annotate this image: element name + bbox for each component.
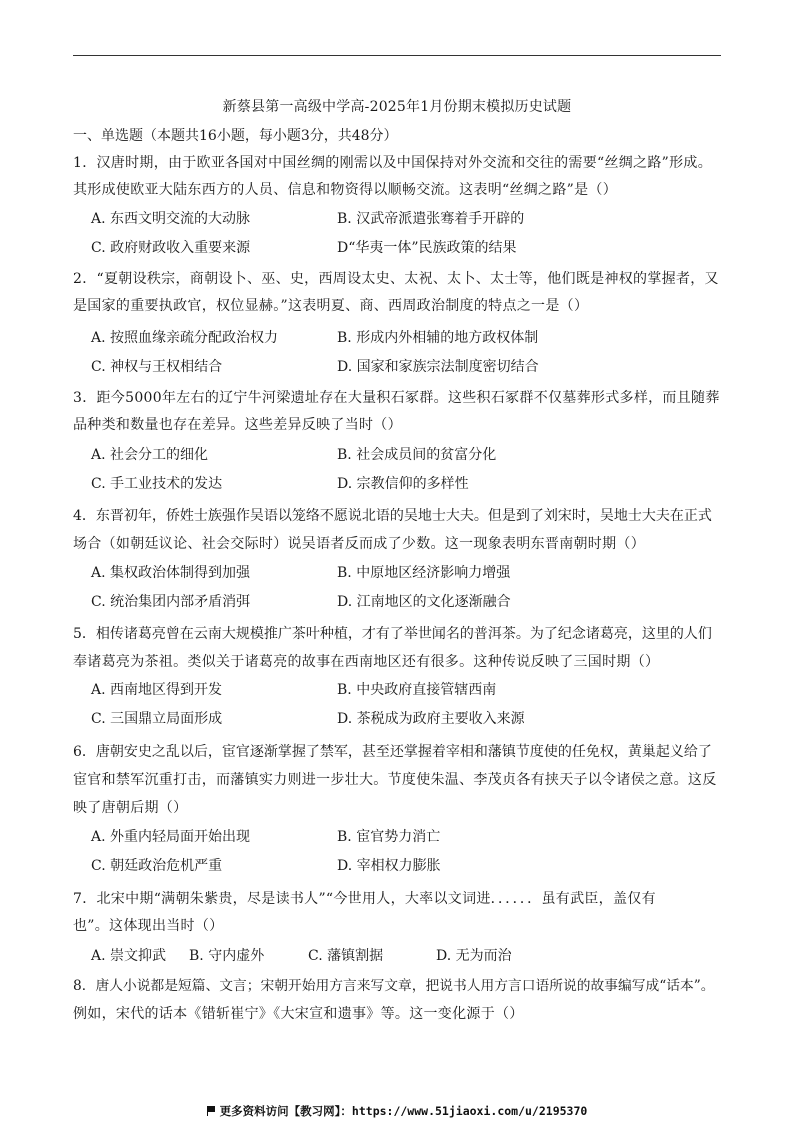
question-1-line-2: 其形成使欧亚大陆东西方的人员、信息和物资得以顺畅交流。这表明“丝绸之路”是（） xyxy=(73,182,618,198)
question-6-line-1: 6．唐朝安史之乱以后，宦官逐渐掌握了禁军，甚至还掌握着宰相和藩镇节度使的任免权，黄巢起义给了 xyxy=(73,744,712,760)
question-3-option-a: A. 社会分工的细化 xyxy=(91,447,209,463)
question-4-option-d: D. 江南地区的文化逐渐融合 xyxy=(337,594,511,610)
question-1-line-1: 1．汉唐时期，由于欧亚各国对中国丝绸的刚需以及中国保持对外交流和交往的需要“丝绸之路”形成。 xyxy=(73,155,713,171)
question-5-option-b: B. 中央政府直接管辖西南 xyxy=(337,682,497,698)
question-7-option-d: D. 无为而治 xyxy=(436,948,512,964)
question-5-option-c: C. 三国鼎立局面形成 xyxy=(91,711,223,727)
question-4-line-2: 场合（如朝廷议论、社会交际时）说吴语者反而成了少数。这一现象表明东晋南朝时期（） xyxy=(73,536,645,552)
question-2-line-2: 是国家的重要执政官，权位显赫。”这表明夏、商、西周政治制度的特点之一是（） xyxy=(73,298,589,314)
question-1-option-c: C. 政府财政收入重要来源 xyxy=(91,240,251,256)
question-3-line-2: 品种类和数量也存在差异。这些差异反映了当时（） xyxy=(73,417,402,433)
question-3-option-c: C. 手工业技术的发达 xyxy=(91,476,223,492)
question-5-line-2: 奉诸葛亮为茶祖。类似关于诸葛亮的故事在西南地区还有很多。这种传说反映了三国时期（） xyxy=(73,654,660,670)
question-3-line-1: 3．距今5000年左右的辽宁牛河梁遗址存在大量积石冢群。这些积石冢群不仅墓葬形式多样，而且随葬 xyxy=(73,390,720,406)
question-2-option-a: A. 按照血缘亲疏分配政治权力 xyxy=(91,330,279,346)
question-3-option-b: B. 社会成员间的贫富分化 xyxy=(337,447,497,463)
page-title: 新蔡县第一高级中学高-2025年1月份期末模拟历史试题 xyxy=(222,99,572,115)
section-heading: 一、单选题（本题共16小题，每小题3分，共48分） xyxy=(73,128,398,144)
question-6-option-b: B. 宦官势力消亡 xyxy=(337,829,441,845)
question-2-option-b: B. 形成内外相辅的地方政权体制 xyxy=(337,330,539,346)
question-6-option-a: A. 外重内轻局面开始出现 xyxy=(91,829,251,845)
question-6-option-c: C. 朝廷政治危机严重 xyxy=(91,858,223,874)
question-6-line-3: 映了唐朝后期（） xyxy=(73,800,188,816)
question-4-line-1: 4．东晋初年，侨姓士族强作吴语以笼络不愿说北语的吴地士大夫。但是到了刘宋时，吴地士大夫在正式 xyxy=(73,508,712,524)
question-5-option-d: D. 茶税成为政府主要收入来源 xyxy=(337,711,525,727)
question-2-option-d: D. 国家和家族宗法制度密切结合 xyxy=(337,359,539,375)
question-4-option-b: B. 中原地区经济影响力增强 xyxy=(337,565,511,581)
question-2-line-1: 2．“夏朝设秩宗，商朝设卜、巫、史，西周设太史、太祝、太卜、太士等，他们既是神权的掌握者，又 xyxy=(73,271,719,287)
question-8-line-2: 例如，宋代的话本《错斩崔宁》《大宋宣和遗事》等。这一变化源于（） xyxy=(73,1006,524,1022)
question-2-option-c: C. 神权与王权相结合 xyxy=(91,359,223,375)
question-1-option-a: A. 东西文明交流的大动脉 xyxy=(91,211,251,227)
question-6-option-d: D. 宰相权力膨胀 xyxy=(337,858,441,874)
question-4-option-a: A. 集权政治体制得到加强 xyxy=(91,565,251,581)
question-1-option-d: D“华夷一体”民族政策的结果 xyxy=(337,240,517,256)
question-7-option-b: B. 守内虚外 xyxy=(189,948,265,964)
question-5-option-a: A. 西南地区得到开发 xyxy=(91,682,223,698)
question-7-line-1: 7．北宋中期“满朝朱紫贵，尽是读书人”“今世用人，大率以文词进．．．．．．虽有武臣，盖仅有 xyxy=(73,891,656,907)
question-5-line-1: 5．相传诸葛亮曾在云南大规模推广茶叶种植，才有了举世闻名的普洱茶。为了纪念诸葛亮，这里的人们 xyxy=(73,626,712,642)
footer-link[interactable]: 更多资料访问【教习网】：https://www.51jiaoxi.com/u/2195370 xyxy=(219,1104,588,1118)
question-7-option-c: C. 藩镇割据 xyxy=(308,948,384,964)
question-4-option-c: C. 统治集团内部矛盾消弭 xyxy=(91,594,251,610)
question-3-option-d: D. 宗教信仰的多样性 xyxy=(337,476,469,492)
top-rule xyxy=(73,55,721,56)
question-8-line-1: 8．唐人小说都是短篇、文言；宋朝开始用方言来写文章，把说书人用方言口语所说的故事编写成“话本”。 xyxy=(73,978,715,994)
question-7-line-2: 也”。这体现出当时（） xyxy=(73,918,224,934)
flag-icon xyxy=(207,1106,216,1116)
question-1-option-b: B. 汉武帝派遣张骞着手开辟的 xyxy=(337,211,525,227)
question-6-line-2: 宦官和禁军沉重打击，而藩镇实力则进一步壮大。节度使朱温、李茂贞各有挟天子以令诸侯之意。这反 xyxy=(73,772,717,788)
question-7-option-a: A. 崇文抑武 xyxy=(91,948,167,964)
footer xyxy=(0,1103,794,1119)
